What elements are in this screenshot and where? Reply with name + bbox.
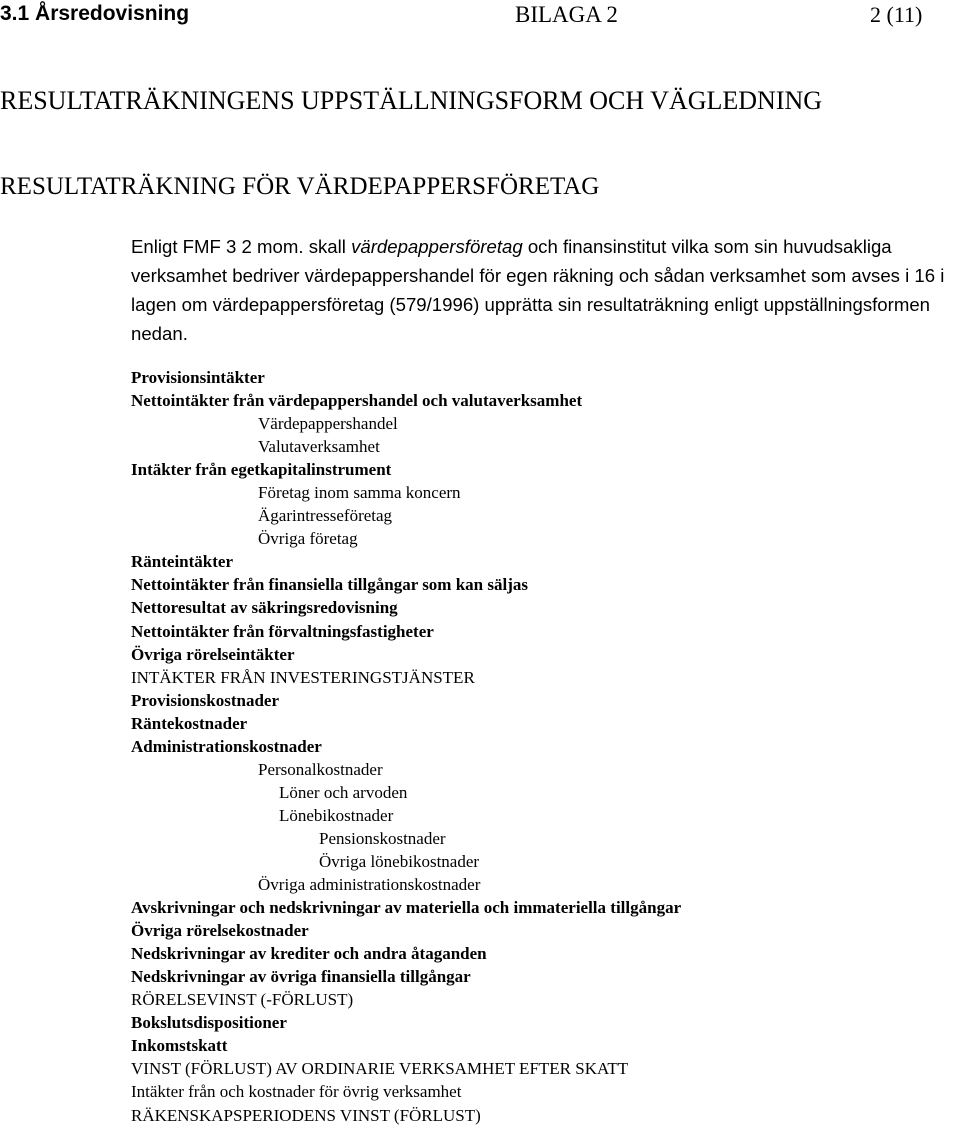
intro-paragraph: [131, 232, 946, 348]
statement-line: Nettointäkter från finansiella tillgångar som kan säljas: [131, 575, 528, 595]
intro-text-rest: och finansinstitut vilka som sin huvudsakliga verksamhet bedriver värdepappershandel för egen räkning och sådan verksamhet som avses i 16 i lagen om värdepappersföretag (579/1996) upprätta sin resultaträkning enligt uppställningsformen nedan.: [131, 236, 945, 344]
statement-line: RÄKENSKAPSPERIODENS VINST (FÖRLUST): [131, 1105, 481, 1125]
statement-line: Övriga rörelsekostnader: [131, 921, 309, 941]
statement-line: Ränteintäkter: [131, 552, 233, 572]
statement-line: Nettoresultat av säkringsredovisning: [131, 598, 398, 618]
statement-line: Bokslutsdispositioner: [131, 1013, 287, 1033]
statement-line: Provisionskostnader: [131, 690, 279, 710]
statement-line: Valutaverksamhet: [258, 437, 380, 457]
document-title: RESULTATRÄKNINGENS UPPSTÄLLNINGSFORM OCH VÄGLEDNING: [0, 86, 823, 115]
appendix-label: BILAGA 2: [515, 2, 618, 27]
statement-line: Nettointäkter från värdepappershandel och valutaverksamhet: [131, 391, 583, 411]
statement-line: Löner och arvoden: [279, 782, 408, 802]
statement-line: Nettointäkter från förvaltningsfastigheter: [131, 621, 434, 641]
statement-line: Övriga administrationskostnader: [258, 875, 481, 895]
statement-line: Övriga lönebikostnader: [319, 851, 480, 871]
statement-line: Övriga företag: [258, 529, 358, 549]
statement-line: Inkomstskatt: [131, 1036, 228, 1056]
statement-line: Provisionsintäkter: [131, 368, 265, 387]
intro-italic-term: värdepappersföretag: [351, 236, 523, 257]
statement-line: Intäkter från egetkapitalinstrument: [131, 460, 392, 480]
statement-line: Företag inom samma koncern: [258, 483, 461, 503]
statement-line: Värdepappershandel: [258, 414, 398, 434]
statement-line: Ägarintresseföretag: [258, 506, 393, 526]
statement-line: Pensionskostnader: [319, 828, 446, 848]
statement-line: RÖRELSEVINST (-FÖRLUST): [131, 990, 354, 1010]
statement-line: Intäkter från och kostnader för övrig verksamhet: [131, 1082, 462, 1102]
document-subtitle: RESULTATRÄKNING FÖR VÄRDEPAPPERSFÖRETAG: [0, 173, 600, 200]
statement-line: VINST (FÖRLUST) AV ORDINARIE VERKSAMHET EFTER SKATT: [131, 1059, 629, 1079]
statement-line: Lönebikostnader: [279, 805, 394, 825]
page-number: 2 (11): [870, 2, 923, 27]
page-header: [0, 2, 960, 32]
statement-line: Administrationskostnader: [131, 736, 322, 756]
statement-line: Räntekostnader: [131, 713, 248, 733]
statement-line: Nedskrivningar av övriga finansiella tillgångar: [131, 967, 471, 987]
statement-line: Nedskrivningar av krediter och andra åtaganden: [131, 944, 487, 964]
statement-line: Avskrivningar och nedskrivningar av materiella och immateriella tillgångar: [131, 898, 682, 918]
statement-line: INTÄKTER FRÅN INVESTERINGSTJÄNSTER: [131, 667, 475, 687]
section-title: 3.1 Årsredovisning: [0, 2, 190, 25]
statement-line: Personalkostnader: [258, 759, 383, 779]
intro-text-start: Enligt FMF 3 2 mom. skall: [131, 236, 352, 257]
statement-line: Övriga rörelseintäkter: [131, 644, 295, 664]
income-statement-items: [131, 366, 681, 1127]
